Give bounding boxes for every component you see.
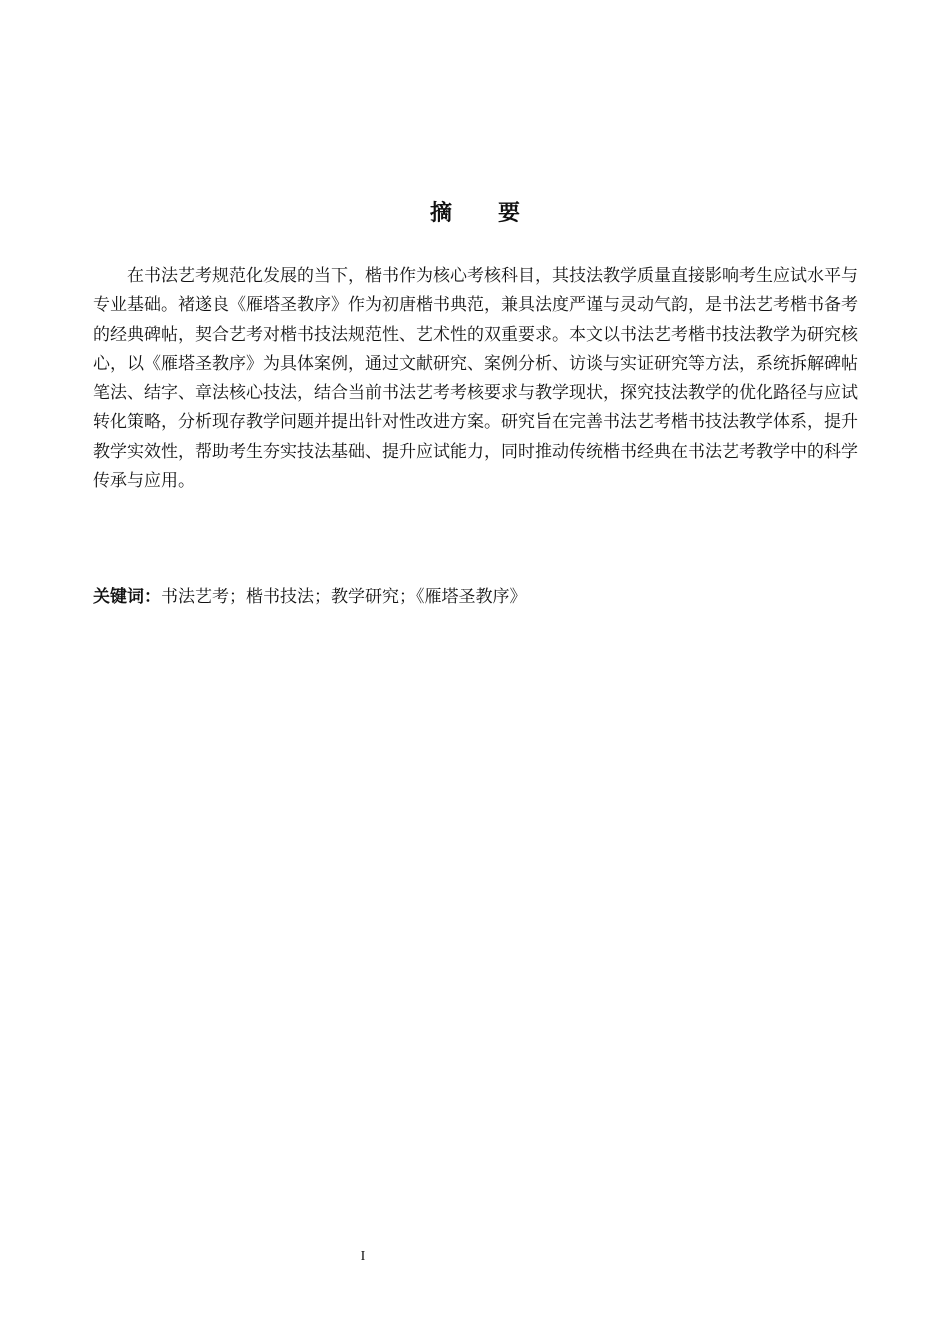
page-number: I [360,1249,366,1264]
abstract-body: 在书法艺考规范化发展的当下，楷书作为核心考核科目，其技法教学质量直接影响考生应试水平与专业基础。褚遂良《雁塔圣教序》作为初唐楷书典范，兼具法度严谨与灵动气韵，是书法艺考楷书备考的经典碑帖，契合艺考对楷书技法规范性、艺术性的双重要求。本文以书法艺考楷书技法教学为研究核心，以《雁塔圣教序》为具体案例，通过文献研究、案例分析、访谈与实证研究等方法，系统拆解碑帖笔法、结字、章法核心技法，结合当前书法艺考考核要求与教学现状，探究技法教学的优化路径与应试转化策略，分析现存教学问题并提出针对性改进方案。研究旨在完善书法艺考楷书技法教学体系，提升教学实效性，帮助考生夯实技法基础、提升应试能力，同时推动传统楷书经典在书法艺考教学中的科学传承与应用。 [93,266,858,492]
abstract-title [0,198,950,230]
title-char-2: 要 [498,201,521,226]
keywords-line [93,583,858,611]
keywords-text: 书法艺考；楷书技法；教学研究；《雁塔圣教序》 [161,587,527,607]
keywords-label: 关键词： [93,587,161,607]
title-char-1: 摘 [429,201,452,226]
